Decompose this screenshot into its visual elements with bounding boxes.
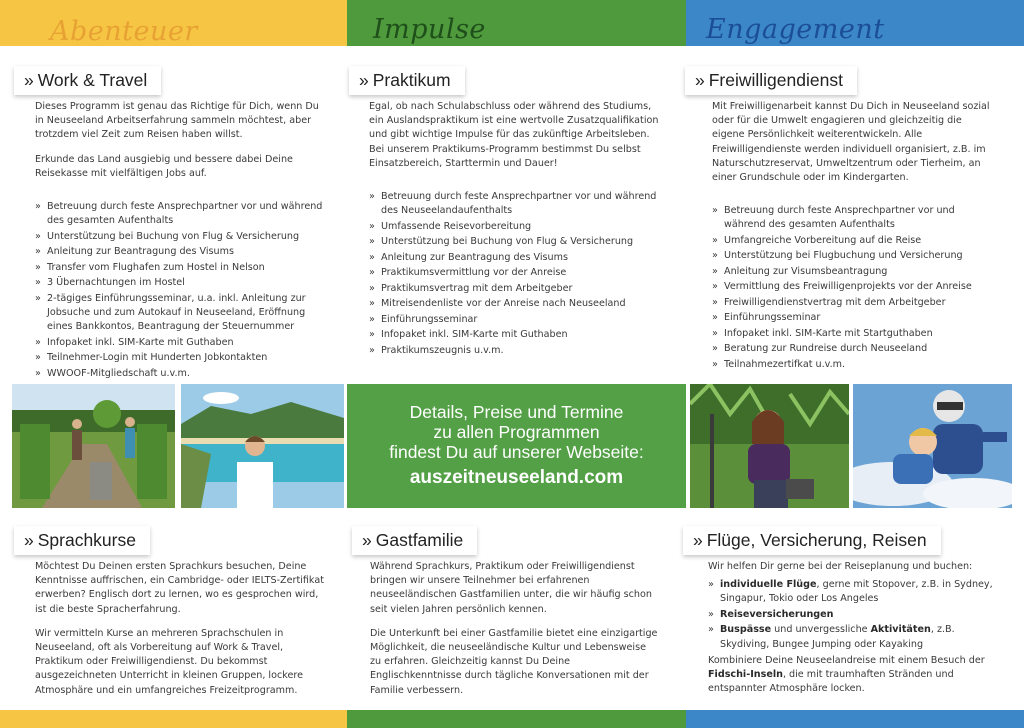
list-item: » Teilnehmer-Login mit Hunderten Jobkontakten [35,351,325,365]
heading-sprachkurse [14,526,150,555]
list-item: » Betreuung durch feste Ansprechpartner vor und während des gesamten Aufenthalts [35,200,325,228]
heading-gastfamilie [352,526,477,555]
band-title-engagement: Engagement [706,14,885,45]
list-item: » Praktikumszeugnis u.v.m. [369,344,659,358]
work-travel-body [35,100,325,382]
praktikum-list [369,190,659,358]
heading-fluege [683,526,941,555]
list-item: » Vermittlung des Freiwilligenprojekts vor der Anreise [712,280,992,294]
work-travel-list [35,200,325,381]
list-item: » Infopaket inkl. SIM-Karte mit Guthaben [369,328,659,342]
bottom-bar-green [347,710,686,728]
heading-work-travel [14,66,161,95]
list-item: » Unterstützung bei Buchung von Flug & Versicherung [35,230,325,244]
volunteer-image [690,384,849,508]
quote-mark: » [362,530,372,550]
insurance-bold: Reiseversicherungen [720,608,834,620]
list-item: » 2-tägiges Einführungsseminar, u.a. inkl. Anleitung zur Jobsuche und zum Autokauf in Neuseeland, Eröffnung eines Bankkontos, Beantragung der Steuernummer [35,292,325,335]
band-green [347,0,686,46]
list-item: » Freiwilligendienstvertrag mit dem Arbeitgeber [712,296,992,310]
list-item: » Umfangreiche Vorbereitung auf die Reise [712,234,992,248]
activities-rest: , z.B. Skydiving, Bungee Jumping oder Kayaking [720,624,955,650]
list-item: » Unterstützung bei Buchung von Flug & Versicherung [369,235,659,249]
fiji-bold: Fidschi-Inseln [708,669,783,681]
bottom-bar-yellow [0,710,347,728]
gastfamilie-body [370,560,660,708]
list-item: » Einführungsseminar [369,313,659,327]
website-link[interactable]: auszeitneuseeland.com [409,467,624,488]
list-item: » Mitreisendenliste vor der Anreise nach Neuseeland [369,297,659,311]
list-item: » Transfer vom Flughafen zum Hostel in Nelson [35,261,325,275]
list-item: » Praktikumsvertrag mit dem Arbeitgeber [369,282,659,296]
heading-text: Freiwilligendienst [708,70,843,90]
list-item: » Beratung zur Rundreise durch Neuseeland [712,342,992,356]
sprachkurse-p2: Wir vermitteln Kurse an mehreren Sprachschulen in Neuseeland, oft als Vorbereitung auf Work & Travel, Praktikum oder Freiwilligendienst. Du bekommst ausgezeichneten Unterricht in kleinen Gruppen, lockere Atmosphäre und ein umfangreiches Freizeitprogramm. [35,627,303,696]
fluege-intro: Wir helfen Dir gerne bei der Reiseplanung und buchen: [708,561,973,572]
info-line-1: Details, Preise und Termine [409,402,624,422]
heading-text: Gastfamilie [375,530,464,550]
beach-image [181,384,344,508]
freiwillig-body [712,100,992,373]
quote-mark: » [693,530,703,550]
list-item: » Praktikumsvermittlung vor der Anreise [369,266,659,280]
freiwillig-list [712,204,992,372]
heading-text: Work & Travel [37,70,148,90]
quote-mark: » [24,70,34,90]
list-item: » Anleitung zur Beantragung des Visums [369,251,659,265]
list-item: » Betreuung durch feste Ansprechpartner vor und während des gesamten Aufenthalts [712,204,992,232]
photo-beach [181,384,344,508]
outro-a: Kombiniere Deine Neuseelandreise mit einem Besuch der [708,654,985,666]
band-title-abenteuer: Abenteuer [50,16,198,47]
list-item: » Teilnahmezertifkat u.v.m. [712,358,992,372]
band-yellow [0,0,347,46]
list-item: » Betreuung durch feste Ansprechpartner vor und während des Neuseelandaufenthalts [369,190,659,218]
fluege-list [708,578,993,652]
photo-volunteer [690,384,849,508]
photo-vineyard [12,384,175,508]
flights-bold: individuelle Flüge [720,579,817,591]
fluege-outro [708,654,993,697]
bottom-bar-blue [686,710,1024,728]
list-item: » WWOOF-Mitgliedschaft u.v.m. [35,367,325,381]
skydiving-image [853,384,1012,508]
list-item: » Umfassende Reisevorbereitung [369,220,659,234]
work-travel-intro-2: Erkunde das Land ausgiebig und bessere dabei Deine Reisekasse mit vielfältigen Jobs auf. [35,153,293,179]
list-item [708,623,993,651]
website-info-box [347,384,686,508]
bus-bold: Buspässe [720,624,772,636]
quote-mark: » [695,70,705,90]
info-line-2: zu allen Programmen [433,422,600,442]
quote-mark: » [359,70,369,90]
heading-praktikum [349,66,465,95]
quote-mark: » [24,530,34,550]
heading-text: Flüge, Versicherung, Reisen [706,530,927,550]
list-item: » Unterstützung bei Flugbuchung und Versicherung [712,249,992,263]
activities-bold: Aktivitäten [870,624,931,636]
list-item: » Anleitung zur Beantragung des Visums [35,245,325,259]
flights-rest: , gerne mit Stopover, z.B. in Sydney, Singapur, Tokio oder Los Angeles [720,579,993,605]
praktikum-body [369,100,659,359]
band-title-impulse: Impulse [373,14,486,45]
band-blue [686,0,1024,46]
info-line-3: findest Du auf unserer Webseite: [389,442,644,462]
list-item: » Infopaket inkl. SIM-Karte mit Startguthaben [712,327,992,341]
heading-freiwilligendienst [685,66,857,95]
sprachkurse-body [35,560,325,708]
heading-text: Praktikum [372,70,451,90]
list-item: » Anleitung zur Visumsbeantragung [712,265,992,279]
fluege-body [708,560,993,706]
list-item: » Einführungsseminar [712,311,992,325]
list-item: » Infopaket inkl. SIM-Karte mit Guthaben [35,336,325,350]
gastfamilie-p2: Die Unterkunft bei einer Gastfamilie bietet eine einzigartige Möglichkeit, die neuseeländische Kultur und Lebensweise zu erfahren. Gleichzeitig kannst Du Deine Englischkenntnisse durch tägliche Konversationen mit der Familie verbessern. [370,627,658,696]
list-item: » 3 Übernachtungen im Hostel [35,276,325,290]
photo-skydiving [853,384,1012,508]
praktikum-intro: Egal, ob nach Schulabschluss oder während des Studiums, ein Auslandspraktikum ist eine wertvolle Zusatzqualifikation und gibt wichtige Impulse für das zukünftige Arbeitsleben. Bei unserem Praktikums-Programm bestimmst Du selbst Einsatzbereich, Starttermin und Dauer! [369,101,659,169]
vineyard-image [12,384,175,508]
sprachkurse-p1: Möchtest Du Deinen ersten Sprachkurs besuchen, Deine Kenntnisse auffrischen, ein Cambridge- oder IELTS-Zertifikat erwerben? Englisch dort zu lernen, wo es gesprochen wird, ist die beste Spracherfahrung. [35,561,324,615]
list-item [708,578,993,606]
heading-text: Sprachkurse [37,530,136,550]
bus-mid: und unvergessliche [771,624,871,636]
freiwillig-intro: Mit Freiwilligenarbeit kannst Du Dich in Neuseeland sozial oder für die Umwelt engagieren und gleichzeitig die eigene Persönlichkeit weiterentwickeln. Alle Freiwilligendienste werden individuell organisiert, z.B. im Naturschutzreservat, Umweltzentrum oder Tierheim, an einer Grundschule oder im Kindergarten. [712,101,990,184]
work-travel-intro: Dieses Programm ist genau das Richtige für Dich, wenn Du in Neuseeland Arbeitserfahrung sammeln möchtest, aber trotzdem viel Zeit zum Reisen haben willst. [35,101,319,141]
outro-b: , die mit traumhaften Stränden und entspannter Atmosphäre locken. [708,669,954,695]
list-item [708,608,993,622]
gastfamilie-p1: Während Sprachkurs, Praktikum oder Freiwilligendienst bringen wir unsere Teilnehmer bei erfahrenen neuseeländischen Gastfamilien unter, die wir häufig schon seit vielen Jahren persönlich kennen. [370,561,652,615]
